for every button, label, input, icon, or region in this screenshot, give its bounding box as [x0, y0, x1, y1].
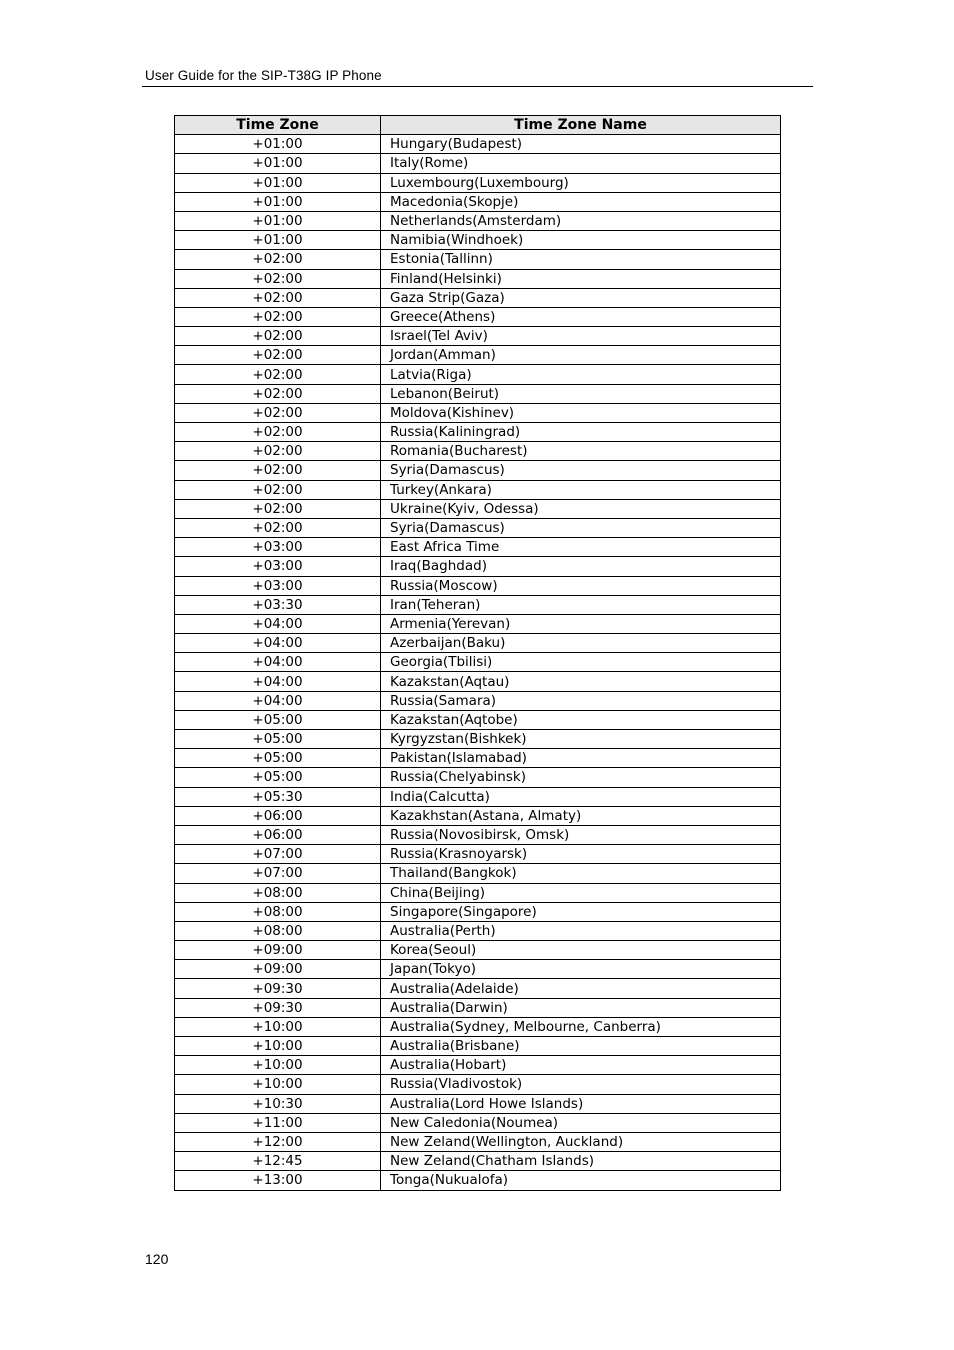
table-row [175, 653, 781, 672]
time-zone-name-cell: Singapore(Singapore) [381, 902, 781, 921]
time-zone-name-cell: Australia(Perth) [381, 921, 781, 940]
time-zone-offset-cell: +02:00 [175, 307, 381, 326]
time-zone-offset-cell: +01:00 [175, 211, 381, 230]
time-zone-offset-cell: +07:00 [175, 845, 381, 864]
time-zone-name-cell: Hungary(Budapest) [381, 135, 781, 154]
time-zone-offset-cell: +01:00 [175, 173, 381, 192]
table-row [175, 307, 781, 326]
table-row [175, 1152, 781, 1171]
time-zone-name-cell: Namibia(Windhoek) [381, 231, 781, 250]
time-zone-offset-cell: +02:00 [175, 288, 381, 307]
time-zone-offset-cell: +05:30 [175, 787, 381, 806]
time-zone-offset-cell: +01:00 [175, 231, 381, 250]
time-zone-offset-cell: +02:00 [175, 403, 381, 422]
time-zone-name-cell: Kazakhstan(Astana, Almaty) [381, 806, 781, 825]
table-header-row [175, 116, 781, 135]
table-row [175, 634, 781, 653]
time-zone-offset-cell: +02:00 [175, 423, 381, 442]
time-zone-offset-cell: +04:00 [175, 691, 381, 710]
time-zone-offset-cell: +02:00 [175, 327, 381, 346]
time-zone-name-cell: Greece(Athens) [381, 307, 781, 326]
time-zone-name-cell: Japan(Tokyo) [381, 960, 781, 979]
time-zone-offset-cell: +01:00 [175, 192, 381, 211]
table-row [175, 538, 781, 557]
time-zone-offset-cell: +03:00 [175, 576, 381, 595]
time-zone-name-cell: Romania(Bucharest) [381, 442, 781, 461]
time-zone-name-cell: Tonga(Nukualofa) [381, 1171, 781, 1190]
time-zone-offset-cell: +04:00 [175, 653, 381, 672]
time-zone-name-cell: Georgia(Tbilisi) [381, 653, 781, 672]
header-rule [142, 86, 813, 87]
table-row [175, 1132, 781, 1151]
table-row [175, 423, 781, 442]
time-zone-name-cell: New Zeland(Chatham Islands) [381, 1152, 781, 1171]
table-row [175, 269, 781, 288]
table-row [175, 288, 781, 307]
table-row [175, 960, 781, 979]
time-zone-offset-cell: +09:30 [175, 998, 381, 1017]
time-zone-name-cell: Armenia(Yerevan) [381, 614, 781, 633]
time-zone-offset-cell: +12:45 [175, 1152, 381, 1171]
table-row [175, 1017, 781, 1036]
table-row [175, 154, 781, 173]
table-row [175, 691, 781, 710]
table-row [175, 211, 781, 230]
table-row [175, 442, 781, 461]
time-zone-name-cell: Kazakstan(Aqtobe) [381, 710, 781, 729]
time-zone-name-cell: Latvia(Riga) [381, 365, 781, 384]
time-zone-name-cell: Russia(Moscow) [381, 576, 781, 595]
time-zone-name-cell: East Africa Time [381, 538, 781, 557]
time-zone-name-cell: Azerbaijan(Baku) [381, 634, 781, 653]
time-zone-name-cell: New Zeland(Wellington, Auckland) [381, 1132, 781, 1151]
time-zone-offset-cell: +03:00 [175, 557, 381, 576]
time-zone-offset-cell: +10:30 [175, 1094, 381, 1113]
time-zone-name-cell: Syria(Damascus) [381, 461, 781, 480]
table-row [175, 1094, 781, 1113]
table-row [175, 250, 781, 269]
time-zone-offset-cell: +01:00 [175, 154, 381, 173]
time-zone-name-cell: Jordan(Amman) [381, 346, 781, 365]
time-zone-offset-cell: +13:00 [175, 1171, 381, 1190]
table-row [175, 864, 781, 883]
time-zone-offset-cell: +02:00 [175, 269, 381, 288]
time-zone-name-cell: Australia(Sydney, Melbourne, Canberra) [381, 1017, 781, 1036]
time-zone-offset-cell: +04:00 [175, 672, 381, 691]
time-zone-offset-cell: +02:00 [175, 365, 381, 384]
time-zone-offset-cell: +10:00 [175, 1056, 381, 1075]
time-zone-name-cell: Russia(Vladivostok) [381, 1075, 781, 1094]
time-zone-name-cell: Australia(Lord Howe Islands) [381, 1094, 781, 1113]
time-zone-offset-cell: +03:00 [175, 538, 381, 557]
time-zone-name-cell: Iraq(Baghdad) [381, 557, 781, 576]
column-header-time-zone-name: Time Zone Name [381, 116, 781, 135]
table-row [175, 346, 781, 365]
table-row [175, 998, 781, 1017]
time-zone-name-cell: China(Beijing) [381, 883, 781, 902]
time-zone-name-cell: Australia(Hobart) [381, 1056, 781, 1075]
table-row [175, 1113, 781, 1132]
time-zone-name-cell: Ukraine(Kyiv, Odessa) [381, 499, 781, 518]
time-zone-name-cell: Moldova(Kishinev) [381, 403, 781, 422]
table-row [175, 365, 781, 384]
table-row [175, 921, 781, 940]
time-zone-name-cell: Luxembourg(Luxembourg) [381, 173, 781, 192]
table-row [175, 825, 781, 844]
time-zone-offset-cell: +02:00 [175, 480, 381, 499]
table-row [175, 231, 781, 250]
time-zone-name-cell: Syria(Damascus) [381, 518, 781, 537]
time-zone-offset-cell: +09:00 [175, 960, 381, 979]
table-row [175, 1171, 781, 1190]
table-row [175, 941, 781, 960]
time-zone-offset-cell: +08:00 [175, 921, 381, 940]
table-row [175, 787, 781, 806]
time-zone-name-cell: Pakistan(Islamabad) [381, 749, 781, 768]
time-zone-name-cell: New Caledonia(Noumea) [381, 1113, 781, 1132]
table-row [175, 845, 781, 864]
time-zone-name-cell: Finland(Helsinki) [381, 269, 781, 288]
time-zone-name-cell: Kyrgyzstan(Bishkek) [381, 730, 781, 749]
time-zone-name-cell: Netherlands(Amsterdam) [381, 211, 781, 230]
time-zone-name-cell: Russia(Krasnoyarsk) [381, 845, 781, 864]
table-row [175, 576, 781, 595]
table-row [175, 384, 781, 403]
time-zone-offset-cell: +02:00 [175, 384, 381, 403]
time-zone-name-cell: Iran(Teheran) [381, 595, 781, 614]
time-zone-name-cell: India(Calcutta) [381, 787, 781, 806]
table-row [175, 979, 781, 998]
time-zone-name-cell: Israel(Tel Aviv) [381, 327, 781, 346]
time-zone-offset-cell: +05:00 [175, 730, 381, 749]
time-zone-offset-cell: +02:00 [175, 442, 381, 461]
table-row [175, 192, 781, 211]
table-row [175, 1037, 781, 1056]
time-zone-offset-cell: +05:00 [175, 710, 381, 729]
table-row [175, 672, 781, 691]
time-zone-offset-cell: +01:00 [175, 135, 381, 154]
time-zone-offset-cell: +05:00 [175, 768, 381, 787]
time-zone-name-cell: Australia(Adelaide) [381, 979, 781, 998]
time-zone-offset-cell: +02:00 [175, 346, 381, 365]
time-zone-name-cell: Russia(Novosibirsk, Omsk) [381, 825, 781, 844]
time-zone-name-cell: Italy(Rome) [381, 154, 781, 173]
time-zone-offset-cell: +10:00 [175, 1075, 381, 1094]
table-row [175, 1056, 781, 1075]
time-zone-offset-cell: +06:00 [175, 806, 381, 825]
table-row [175, 499, 781, 518]
table-row [175, 403, 781, 422]
time-zone-offset-cell: +10:00 [175, 1017, 381, 1036]
table-row [175, 135, 781, 154]
time-zone-name-cell: Gaza Strip(Gaza) [381, 288, 781, 307]
time-zone-name-cell: Korea(Seoul) [381, 941, 781, 960]
time-zone-name-cell: Australia(Darwin) [381, 998, 781, 1017]
table-row [175, 614, 781, 633]
table-row [175, 1075, 781, 1094]
time-zone-offset-cell: +09:00 [175, 941, 381, 960]
table-row [175, 173, 781, 192]
time-zone-name-cell: Russia(Kaliningrad) [381, 423, 781, 442]
column-header-time-zone: Time Zone [175, 116, 381, 135]
time-zone-name-cell: Thailand(Bangkok) [381, 864, 781, 883]
table-row [175, 749, 781, 768]
time-zone-offset-cell: +03:30 [175, 595, 381, 614]
time-zone-table [174, 115, 781, 1191]
time-zone-name-cell: Lebanon(Beirut) [381, 384, 781, 403]
time-zone-name-cell: Macedonia(Skopje) [381, 192, 781, 211]
time-zone-offset-cell: +05:00 [175, 749, 381, 768]
time-zone-offset-cell: +10:00 [175, 1037, 381, 1056]
time-zone-name-cell: Russia(Samara) [381, 691, 781, 710]
time-zone-offset-cell: +11:00 [175, 1113, 381, 1132]
time-zone-offset-cell: +07:00 [175, 864, 381, 883]
table-row [175, 327, 781, 346]
time-zone-offset-cell: +08:00 [175, 883, 381, 902]
table-row [175, 768, 781, 787]
time-zone-offset-cell: +02:00 [175, 250, 381, 269]
table-row [175, 461, 781, 480]
table-body [175, 135, 781, 1190]
time-zone-offset-cell: +06:00 [175, 825, 381, 844]
time-zone-name-cell: Russia(Chelyabinsk) [381, 768, 781, 787]
table-row [175, 883, 781, 902]
table-row [175, 806, 781, 825]
time-zone-name-cell: Estonia(Tallinn) [381, 250, 781, 269]
table-row [175, 518, 781, 537]
time-zone-offset-cell: +09:30 [175, 979, 381, 998]
table-row [175, 902, 781, 921]
table-row [175, 710, 781, 729]
time-zone-offset-cell: +12:00 [175, 1132, 381, 1151]
page-number: 120 [145, 1251, 169, 1267]
table-row [175, 595, 781, 614]
time-zone-offset-cell: +02:00 [175, 518, 381, 537]
time-zone-name-cell: Turkey(Ankara) [381, 480, 781, 499]
time-zone-offset-cell: +04:00 [175, 634, 381, 653]
time-zone-offset-cell: +04:00 [175, 614, 381, 633]
running-header: User Guide for the SIP-T38G IP Phone [145, 68, 382, 83]
time-zone-name-cell: Kazakstan(Aqtau) [381, 672, 781, 691]
time-zone-offset-cell: +02:00 [175, 461, 381, 480]
time-zone-offset-cell: +08:00 [175, 902, 381, 921]
time-zone-offset-cell: +02:00 [175, 499, 381, 518]
table-row [175, 730, 781, 749]
time-zone-name-cell: Australia(Brisbane) [381, 1037, 781, 1056]
table-row [175, 480, 781, 499]
table-row [175, 557, 781, 576]
